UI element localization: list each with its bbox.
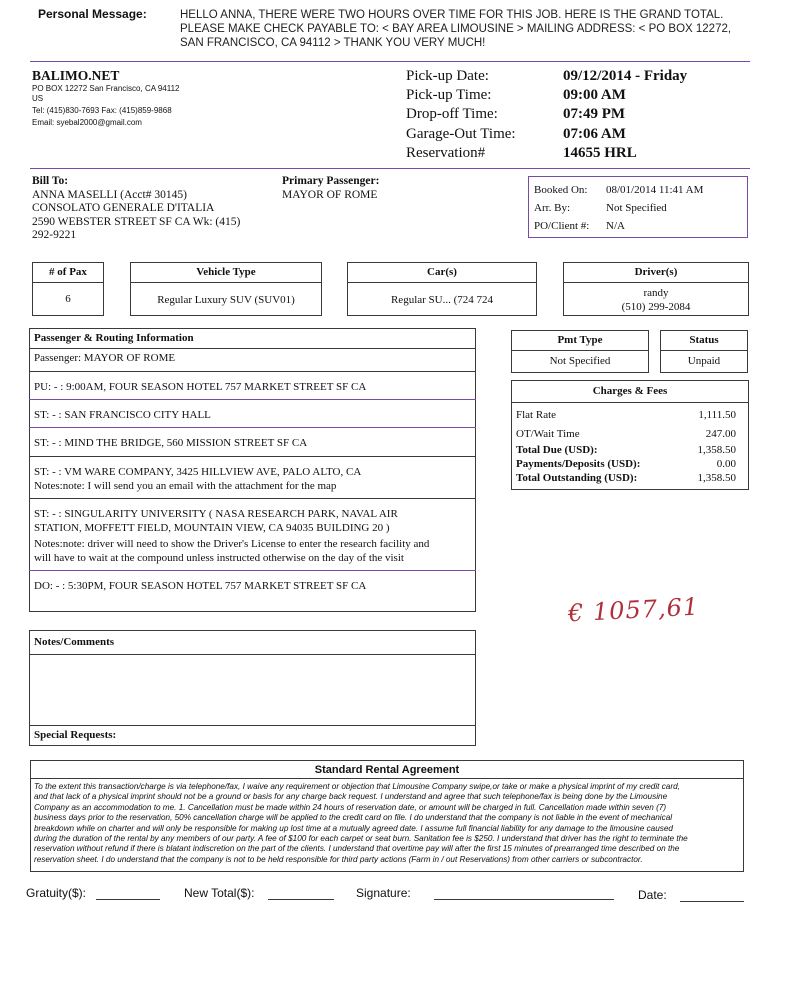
routing-stop: ST: - : SAN FRANCISCO CITY HALL (34, 409, 211, 421)
routing-divider (29, 399, 476, 400)
driver-divider (563, 282, 749, 283)
routing-note-cont: will have to wait at the compound unless instructed otherwise on the day of the visit (34, 552, 404, 564)
status-label: Status (689, 334, 719, 346)
routing-divider (29, 427, 476, 428)
routing-stop-pickup: PU: - : 9:00AM, FOUR SEASON HOTEL 757 MARKET STREET SF CA (34, 381, 367, 393)
company-block (32, 68, 180, 128)
charges-title: Charges & Fees (592, 385, 668, 397)
flat-rate-value: 1,111.50 (698, 409, 736, 421)
date-field[interactable] (680, 901, 744, 902)
primary-passenger-label: Primary Passenger: (282, 175, 380, 187)
routing-stop: ST: - : MIND THE BRIDGE, 560 MISSION STREET SF CA (34, 437, 308, 449)
booked-on-label: Booked On: (534, 184, 588, 196)
flat-rate-label: Flat Rate (516, 409, 557, 421)
pickup-date-label: Pick-up Date: (406, 68, 489, 84)
vehicle-value: Regular Luxury SUV (SUV01) (157, 294, 295, 306)
booking-values (606, 181, 703, 235)
routing-divider (29, 348, 476, 349)
routing-stop-dropoff: DO: - : 5:30PM, FOUR SEASON HOTEL 757 MARKET STREET SF CA (34, 580, 367, 592)
routing-passenger: Passenger: MAYOR OF ROME (34, 352, 176, 364)
agreement-line: breakdown while on charter and will only be responsible for making up lost time at a mutually agreed date. I assume full financial liability for any damage to the limousine caused (34, 823, 673, 833)
total-due-value: 1,358.50 (697, 444, 736, 456)
pickup-time-label: Pick-up Time: (406, 87, 492, 104)
primary-passenger-block (282, 175, 379, 202)
payments-label: Payments/Deposits (USD): (516, 458, 641, 470)
company-phone: Tel: (415)830-7693 Fax: (415)859-9868 (32, 106, 172, 115)
primary-passenger-value: MAYOR OF ROME (282, 188, 378, 201)
reservation-value: 14655 HRL (563, 144, 637, 161)
status-badge: Unpaid (687, 355, 721, 367)
garage-out-time-label: Garage-Out Time: (406, 125, 516, 142)
routing-divider (29, 371, 476, 372)
company-country: US (32, 94, 44, 103)
special-requests-label: Special Requests: (34, 729, 117, 741)
car-value: Regular SU... (724 724 (390, 294, 494, 306)
agreement-line: during the duration of the rental by any members of our party. A fee of $100 for each carpet or seat burn. Sanitation fee is $250. I understand that driver has the right to terminate the (34, 834, 688, 844)
driver-name: randy (643, 287, 669, 299)
routing-note: Notes:note: I will send you an email with the attachment for the map (34, 480, 337, 492)
agreement-divider (30, 778, 744, 779)
routing-title: Passenger & Routing Information (34, 332, 194, 344)
routing-note: Notes:note: driver will need to show the Driver's License to enter the research facility and (34, 538, 430, 550)
bill-to-label: Bill To: (32, 175, 69, 187)
arr-by-label: Arr. By: (534, 202, 571, 214)
bill-to-line: CONSOLATO GENERALE D'ITALIA (32, 202, 215, 214)
signature-field[interactable] (434, 899, 614, 900)
trip-values (563, 67, 687, 163)
car-label: Car(s) (427, 266, 457, 278)
driver-label: Driver(s) (634, 266, 678, 278)
status-divider (660, 350, 748, 351)
pax-divider (32, 282, 104, 283)
routing-divider (29, 570, 476, 571)
bill-to-line: 2590 WEBSTER STREET SF CA Wk: (415) (32, 215, 241, 228)
personal-message-line: SAN FRANCISCO, CA 94112 > THANK YOU VERY MUCH! (180, 37, 486, 49)
routing-divider (29, 456, 476, 457)
agreement-line: Company as an accommodation to me. 1. Cancellation must be made within 24 hours of reservation date, or amount will be charged in full. Cancellation made within seven (7) (34, 802, 667, 812)
personal-message-line: HELLO ANNA, THERE WERE TWO HOURS OVER TIME FOR THIS JOB. HERE IS THE GRAND TOTAL. (180, 9, 724, 21)
agreement-line: and that lack of a physical imprint should not be a ground or basis for any charge back request. I understand and agree that such telephone/fax is being done by the Limousine (34, 792, 668, 802)
total-outstanding-label: Total Outstanding (USD): (516, 472, 638, 484)
total-outstanding-value: 1,358.50 (697, 472, 736, 484)
pmt-type-divider (511, 350, 649, 351)
pmt-type-label: Pmt Type (557, 334, 603, 346)
agreement-title: Standard Rental Agreement (314, 764, 460, 776)
bill-to-line: ANNA MASELLI (Acct# 30145) (32, 188, 187, 201)
pickup-date-value: 09/12/2014 - Friday (563, 68, 688, 84)
personal-message-line: PLEASE MAKE CHECK PAYABLE TO: < BAY AREA LIMOUSINE > MAILING ADDRESS: < PO BOX 12272, (180, 23, 732, 35)
agreement-line: To the extent this transaction/charge is via telephone/fax, I waive any requirement or objection that Limousine Company swipe,or take or make a physical imprint of my credit card, (34, 782, 680, 791)
ot-wait-label: OT/Wait Time (516, 428, 580, 440)
dropoff-time-label: Drop-off Time: (406, 106, 498, 123)
notes-divider (29, 654, 476, 655)
vehicle-divider (130, 282, 322, 283)
gratuity-field[interactable] (96, 899, 160, 900)
routing-stop: ST: - : SINGULARITY UNIVERSITY ( NASA RESEARCH PARK, NAVAL AIR (34, 508, 398, 520)
pax-value: 6 (65, 293, 71, 305)
bill-to-block (32, 175, 240, 243)
vehicle-label: Vehicle Type (196, 266, 256, 278)
new-total-label: New Total($): (184, 886, 255, 900)
agreement-line: reservation sheet. I do understand that the company is not to be held responsible for third party actions (Farm in / out Reservations) from other carriers or subcontractor. (34, 854, 643, 864)
garage-out-time-value: 07:06 AM (563, 125, 626, 142)
arr-by-value: Not Specified (606, 202, 667, 214)
payments-value: 0.00 (716, 458, 736, 470)
reservation-label: Reservation# (406, 144, 486, 161)
booked-on-value: 08/01/2014 11:41 AM (606, 184, 704, 196)
agreement-line: reservation without refund if there is blatant indiscretion on the part of the clients. I understand that overtime pay will after the first 15 minutes of prearranged time described on the (34, 844, 680, 854)
notes-divider (29, 725, 476, 726)
date-label: Date: (638, 888, 667, 902)
company-address: PO BOX 12272 San Francisco, CA 94112 (32, 84, 180, 93)
company-email: Email: syebal2000@gmail.com (32, 118, 142, 127)
po-client-label: PO/Client #: (534, 220, 590, 232)
car-divider (347, 282, 537, 283)
handwritten-amount: € 1057,61 (567, 592, 700, 628)
header-divider (30, 61, 750, 62)
pickup-time-value: 09:00 AM (563, 87, 626, 104)
pmt-type-value: Not Specified (549, 355, 611, 367)
routing-divider (29, 498, 476, 499)
ot-wait-value: 247.00 (705, 428, 736, 440)
personal-message-text (180, 8, 731, 50)
company-name: BALIMO.NET (32, 68, 120, 83)
booking-labels (534, 181, 589, 235)
pax-label: # of Pax (49, 266, 87, 278)
new-total-field[interactable] (268, 899, 334, 900)
bill-to-line: 292-9221 (32, 229, 77, 241)
personal-message-label: Personal Message: (38, 7, 147, 21)
trip-divider (30, 168, 750, 169)
driver-phone: (510) 299-2084 (621, 301, 691, 313)
total-due-label: Total Due (USD): (516, 444, 598, 456)
trip-labels (406, 67, 516, 163)
po-client-value: N/A (606, 220, 625, 232)
dropoff-time-value: 07:49 PM (563, 106, 626, 123)
charges-divider (511, 402, 749, 403)
signature-label: Signature: (356, 886, 411, 900)
notes-label: Notes/Comments (34, 636, 115, 648)
routing-stop: ST: - : VM WARE COMPANY, 3425 HILLVIEW AVE, PALO ALTO, CA (34, 466, 362, 478)
agreement-text (34, 782, 740, 865)
agreement-line: business days prior to the reservation, 50% cancellation charge will be applied to the credit card on file. I do understand that the company is not liable in the event of mechanical (34, 813, 673, 823)
routing-stop-cont: STATION, MOFFETT FIELD, MOUNTAIN VIEW, CA 94035 BUILDING 20 ) (34, 522, 390, 534)
gratuity-label: Gratuity($): (26, 886, 87, 900)
